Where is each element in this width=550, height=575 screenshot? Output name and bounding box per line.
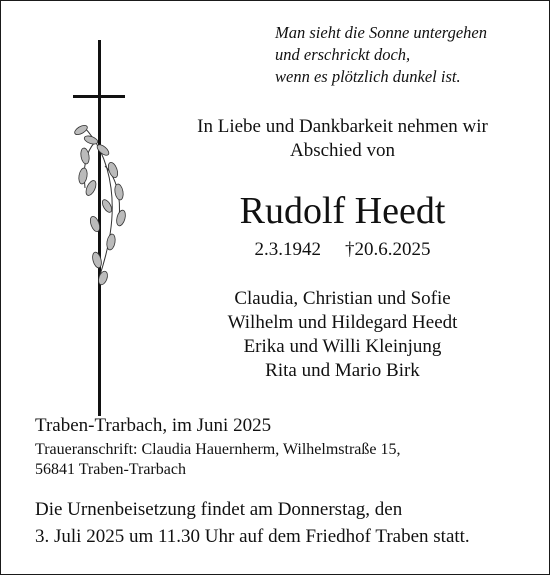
place-and-date: Traben-Trarbach, im Juni 2025 [35, 415, 272, 436]
funeral-line-2: 3. Juli 2025 um 11.30 Uhr auf dem Friedhof Traben statt. [35, 526, 470, 547]
address-line-2: 56841 Traben-Trarbach [35, 461, 186, 478]
mourner-line: Erika und Willi Kleinjung [243, 336, 442, 357]
cross-horizontal-beam [73, 95, 125, 98]
intro-text [170, 115, 515, 163]
deceased-name: Rudolf Heedt [239, 190, 446, 232]
mourner-line: Rita und Mario Birk [265, 360, 420, 381]
verse-line-1: Man sieht die Sonne untergehen [275, 23, 488, 42]
verse-line-3: wenn es plötzlich dunkel ist. [275, 67, 461, 86]
death-date: †20.6.2025 [345, 239, 431, 260]
intro-line-2: Abschied von [289, 140, 395, 161]
life-dates [170, 238, 515, 262]
mourner-line: Wilhelm und Hildegard Heedt [227, 312, 458, 333]
funeral-notice [35, 496, 470, 550]
address-line-1: Traueranschrift: Claudia Hauernherm, Wilhelmstraße 15, [35, 441, 401, 458]
intro-line-1: In Liebe und Dankbarkeit nehmen wir [197, 116, 488, 137]
mourner-line: Claudia, Christian und Sofie [234, 288, 451, 309]
mourning-address [35, 440, 400, 480]
mourners-list [170, 287, 515, 383]
cross-with-branch-icon [55, 38, 165, 418]
verse [275, 22, 487, 88]
verse-line-2: und erschrickt doch, [275, 45, 411, 64]
birth-date: 2.3.1942 [254, 239, 321, 260]
funeral-line-1: Die Urnenbeisetzung findet am Donnerstag, den [35, 499, 403, 520]
